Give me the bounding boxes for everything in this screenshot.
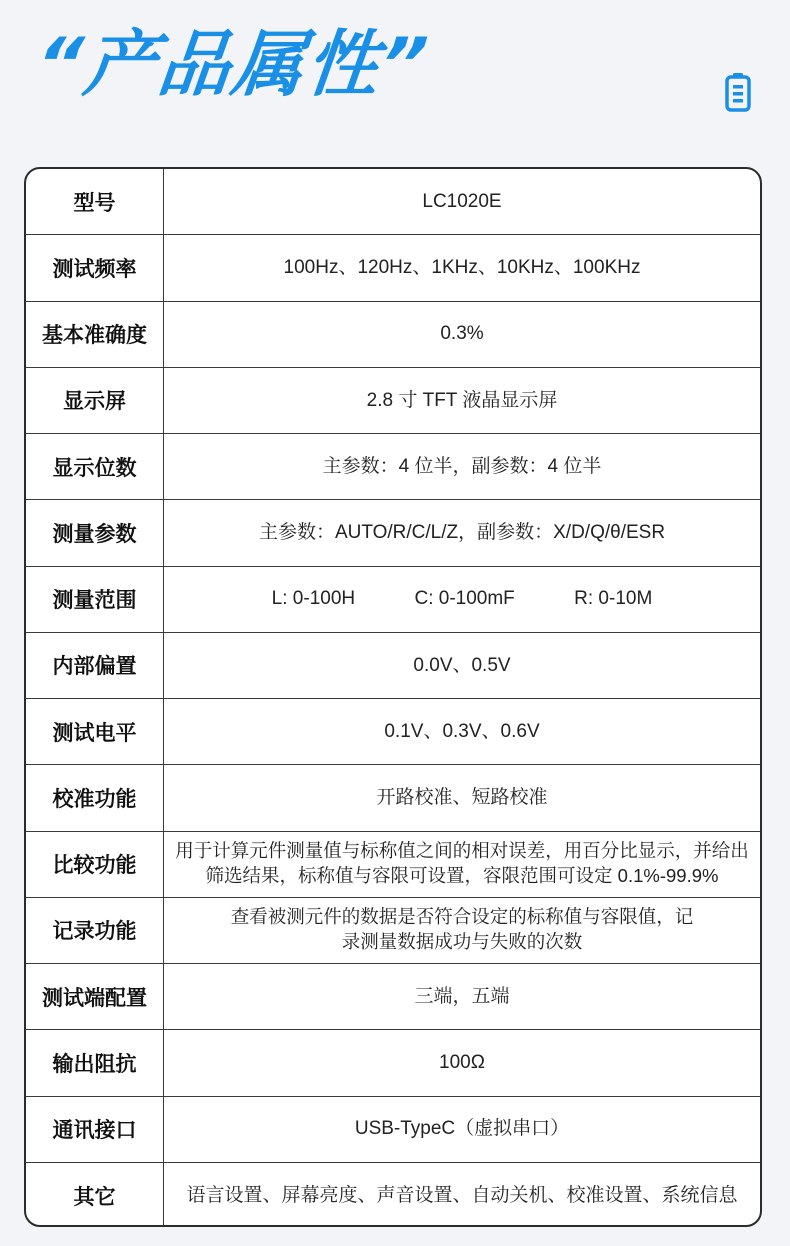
range-r: R: 0-10M bbox=[574, 588, 653, 610]
row-label: 测试电平 bbox=[26, 699, 164, 764]
row-value: 用于计算元件测量值与标称值之间的相对误差，用百分比显示，并给出筛选结果，标称值与容限可设置，容限范围可设定 0.1%-99.9% bbox=[175, 840, 749, 887]
range-c: C: 0-100mF bbox=[414, 588, 515, 610]
table-row bbox=[26, 832, 760, 898]
row-label: 内部偏置 bbox=[26, 633, 164, 698]
table-row bbox=[26, 235, 760, 301]
table-row bbox=[26, 1030, 760, 1096]
table-row bbox=[26, 1163, 760, 1227]
row-value: 查看被测元件的数据是否符合设定的标称值与容限值，记录测量数据成功与失败的次数 bbox=[230, 906, 694, 953]
page-title: “产品属性” bbox=[31, 22, 434, 106]
table-row bbox=[26, 567, 760, 633]
row-value: LC1020E bbox=[422, 190, 502, 212]
row-value: 三端，五端 bbox=[414, 985, 510, 1007]
table-row bbox=[26, 434, 760, 500]
row-value: 100Hz、120Hz、1KHz、10KHz、100KHz bbox=[283, 257, 641, 279]
table-row bbox=[26, 368, 760, 434]
row-label: 记录功能 bbox=[26, 898, 164, 963]
row-label: 测量范围 bbox=[26, 567, 164, 632]
range-l: L: 0-100H bbox=[271, 588, 356, 610]
row-label: 其它 bbox=[26, 1163, 164, 1227]
row-value: 0.0V、0.5V bbox=[413, 654, 511, 676]
row-value: 主参数：4 位半，副参数：4 位半 bbox=[322, 455, 602, 477]
row-value: 0.1V、0.3V、0.6V bbox=[384, 720, 540, 742]
row-value: 0.3% bbox=[440, 323, 484, 345]
row-label: 型号 bbox=[26, 169, 164, 234]
table-row bbox=[26, 699, 760, 765]
row-label: 测试端配置 bbox=[26, 964, 164, 1029]
row-label: 比较功能 bbox=[26, 832, 164, 897]
row-value: USB-TypeC（虚拟串口） bbox=[354, 1118, 570, 1140]
header bbox=[0, 0, 790, 160]
row-value-range bbox=[164, 567, 760, 632]
row-label: 显示屏 bbox=[26, 368, 164, 433]
table-row bbox=[26, 500, 760, 566]
row-label: 测试频率 bbox=[26, 235, 164, 300]
row-label: 显示位数 bbox=[26, 434, 164, 499]
row-value: 主参数：AUTO/R/C/L/Z，副参数：X/D/Q/θ/ESR bbox=[258, 522, 666, 544]
table-row bbox=[26, 964, 760, 1030]
row-label: 测量参数 bbox=[26, 500, 164, 565]
row-label: 输出阻抗 bbox=[26, 1030, 164, 1095]
spec-table bbox=[24, 167, 762, 1227]
row-label: 校准功能 bbox=[26, 765, 164, 830]
row-value: 2.8 寸 TFT 液晶显示屏 bbox=[366, 389, 558, 411]
table-row bbox=[26, 898, 760, 964]
battery-icon bbox=[724, 72, 752, 112]
table-row bbox=[26, 765, 760, 831]
row-label: 通讯接口 bbox=[26, 1097, 164, 1162]
row-label: 基本准确度 bbox=[26, 302, 164, 367]
table-row bbox=[26, 1097, 760, 1163]
table-row bbox=[26, 633, 760, 699]
row-value: 开路校准、短路校准 bbox=[376, 787, 548, 809]
row-value: 语言设置、屏幕亮度、声音设置、自动关机、校准设置、系统信息 bbox=[186, 1185, 738, 1207]
row-value: 100Ω bbox=[439, 1052, 485, 1074]
table-row bbox=[26, 302, 760, 368]
table-row bbox=[26, 169, 760, 235]
